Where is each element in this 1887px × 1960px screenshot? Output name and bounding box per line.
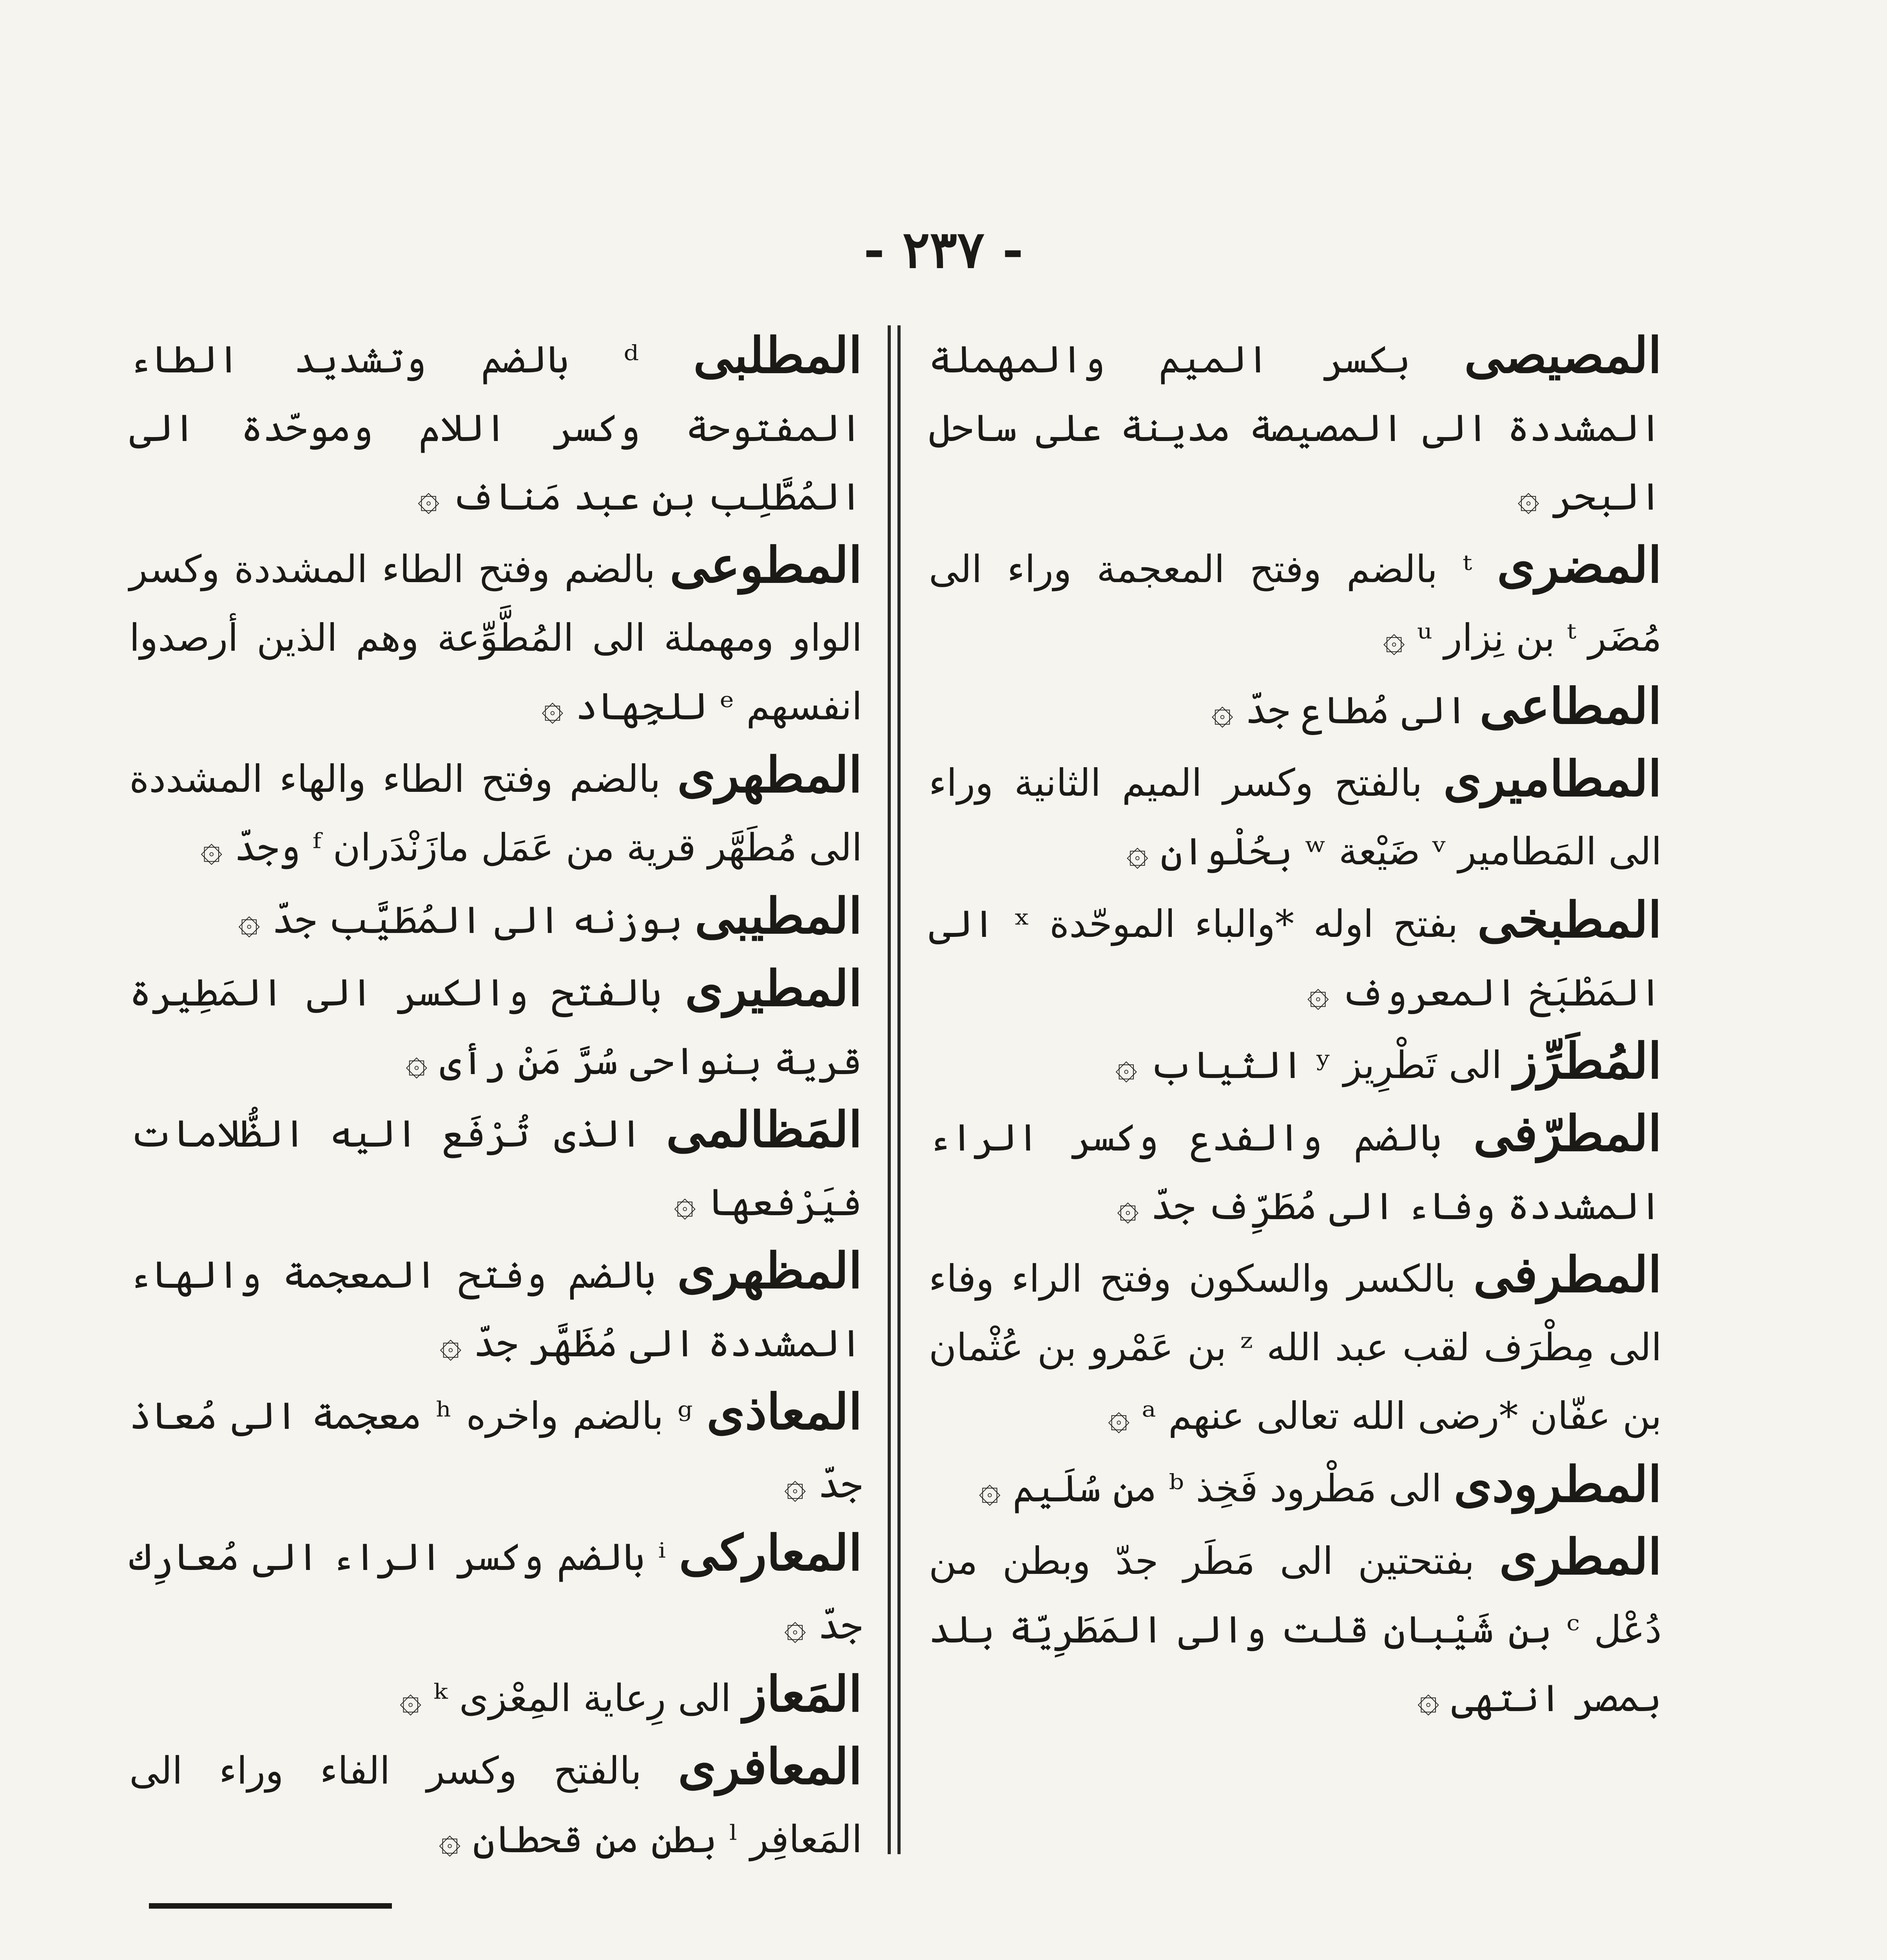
dictionary-entry [129,1237,862,1378]
entry-headword: المضرى [1497,537,1662,594]
left-column [129,321,862,1874]
dictionary-entry [929,321,1662,531]
entry-headword: المطرودى [1454,1456,1662,1513]
dictionary-entry [929,886,1662,1027]
entry-text: بكسر الميم والمهملة المشددة الى المصيصة مدينة على ساحل البحر ۞ [929,338,1662,519]
entry-headword: المطاميرى [1443,750,1662,808]
entry-text: الى تَطْرِيز ʸ الثياب ۞ [1115,1043,1502,1087]
entry-text: بالكسر والسكون وفتح الراء وفاء الى مِطْرَف لقب عبد الله ᶻ بن عَمْرو بن عُثْمان بن عفّان *رضى الله تعالى عنهم ᵃ ۞ [929,1257,1662,1438]
entry-headword: المعاذى [707,1383,863,1441]
dictionary-entry [929,1523,1662,1733]
dictionary-entry [929,1241,1662,1450]
entry-headword: المعافرى [678,1738,863,1795]
entry-text: بالضم وفتح الطاء المشددة وكسر الواو ومهملة الى المُطَّوِّعة وهم الذين أرصدوا انفسهم ᵉ للجِهاد ۞ [129,547,862,728]
entry-headword: المطبخى [1477,891,1662,949]
dictionary-entry [129,741,862,882]
dictionary-entry [929,1100,1662,1241]
dictionary-entry [129,321,862,531]
entry-headword: المُطَرِّز [1514,1033,1662,1090]
entry-text: بفتح اوله *والباء الموحّدة ˣ الى المَطْبَخ المعروف ۞ [929,902,1662,1014]
entry-text: الى مُطاع جدّ ۞ [1211,688,1468,732]
entry-headword: المطهرى [677,746,863,804]
entry-text: بالضم وفتح المعجمة والهاء المشددة الى مُظَهَّر جدّ ۞ [129,1253,862,1365]
entry-text: ᵈ بالضم وتشديد الطاء المفتوحة وكسر اللام وموحّدة الى المُطَّلِب بن عبد مَناف ۞ [129,338,862,519]
entry-headword: المطرى [1499,1528,1662,1586]
entry-text: الى رِعاية المِعْزى ᵏ ۞ [399,1676,731,1720]
entry-headword: المطوعى [670,537,863,594]
dictionary-entry [129,1660,862,1733]
dictionary-entry [129,955,862,1096]
dictionary-entry [929,1027,1662,1100]
entry-text: بالفتح وكسر الفاء وراء الى المَعافِر ˡ بطن من قحطان ۞ [129,1749,862,1861]
entry-text: الى مَطْرود فَخِذ ᵇ من سُلَيم ۞ [979,1466,1442,1510]
entry-headword: المطرفى [1473,1246,1662,1303]
dictionary-entry [129,1519,862,1660]
entry-text: بفتحتين الى مَطَر جدّ وبطن من دُعْل ᶜ بن شَيْبان قلت والى المَطَرِيّة بلد بمصر انتهى ۞ [929,1539,1662,1720]
entry-headword: المطاعى [1479,678,1662,735]
footnote-separator [149,1903,392,1909]
entry-headword: المطرّفى [1473,1105,1662,1162]
dictionary-entry [129,1733,862,1874]
column-divider [897,325,901,1854]
column-divider [888,325,891,1854]
dictionary-entry [929,672,1662,745]
dictionary-entry [929,531,1662,672]
dictionary-entry [129,531,862,741]
entry-text: ᵍ بالضم واخره ʰ معجمة الى مُعاذ جدّ ۞ [129,1394,862,1506]
entry-text: بالضم وفتح الطاء والهاء المشددة الى مُطَهَّر قرية من عَمَل مازَنْدَران ᶠ وجدّ ۞ [129,757,862,869]
dictionary-entry [129,1378,862,1519]
page-number: - ٢٣٧ - [863,220,1024,279]
footnotes [188,1952,1662,1960]
entry-headword: المصيصى [1464,327,1662,384]
entry-headword: المطيبى [694,887,862,945]
entry-headword: المعاركى [679,1524,863,1582]
entry-headword: المظهرى [677,1242,863,1299]
dictionary-entry [929,745,1662,886]
entry-headword: المطيرى [685,960,863,1017]
entry-text: بالفتح والكسر الى المَطِيرة قرية بنواحى سُرَّ مَنْ رأى ۞ [129,971,862,1083]
dictionary-entry [129,882,862,955]
entry-headword: المَعاز [743,1666,862,1723]
entry-text: ⁱ بالضم وكسر الراء الى مُعارِك جدّ ۞ [129,1535,862,1648]
entry-text: بالفتح وكسر الميم الثانية وراء الى المَطامير ᵛ ضَيْعة ʷ بحُلْوان ۞ [929,761,1662,873]
entry-headword: المطلبى [693,327,862,384]
entry-text: الذى تُرْفَع اليه الظُّلامات فيَرْفعها ۞ [129,1112,862,1224]
entry-headword: المَظالمى [666,1101,862,1158]
entry-text: ᵗ بالضم وفتح المعجمة وراء الى مُضَر ᵗ بن نِزار ᵘ ۞ [929,547,1662,660]
dictionary-entry [129,1096,862,1237]
dictionary-entry [929,1450,1662,1523]
entry-text: بالضم والفدع وكسر الراء المشددة وفاء الى مُطَرِّف جدّ ۞ [929,1116,1662,1228]
entry-text: بوزنه الى المُطَيَّب جدّ ۞ [238,898,683,942]
right-column [929,321,1662,1733]
